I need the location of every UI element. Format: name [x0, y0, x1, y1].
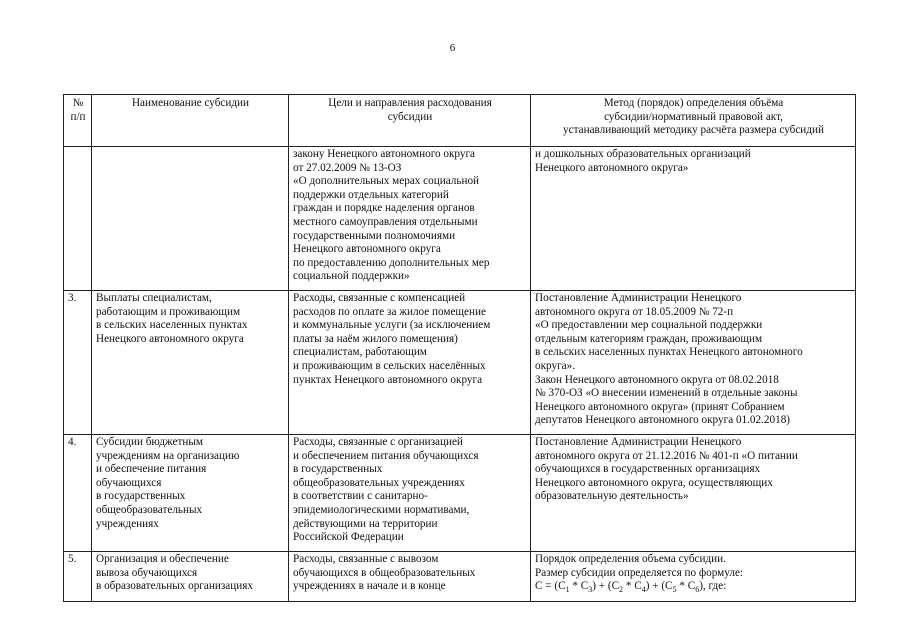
row-num: [64, 147, 92, 291]
header-subsidy-name: Наименование субсидии: [92, 95, 289, 147]
row-subsidy-name: Организация и обеспечение вывоза обучающихся в образовательных организациях: [92, 552, 289, 602]
page-number: 6: [449, 42, 456, 54]
table-row: [64, 435, 856, 552]
row-subsidy-name: Субсидии бюджетным учреждениям на организацию и обеспечение питания обучающихся в государственных общеобразовательных учреждениях: [92, 435, 289, 552]
row-method: и дошкольных образовательных организаций Ненецкого автономного округа»: [531, 147, 856, 291]
row-num: 3.: [64, 291, 92, 435]
row-goals: Расходы, связанные с компенсацией расходов по оплате за жилое помещение и коммунальные услуги (за исключением платы за наём жилого помещения) специалистам, работающим и проживающим в сельских населённых пунктах Ненецкого автономного округа: [289, 291, 531, 435]
subsidy-table: [63, 94, 856, 602]
row-goals: Расходы, связанные с организацией и обеспечением питания обучающихся в государственных общеобразовательных учреждениях в соответствии с санитарно- эпидемиологическими нормативами, действующими на территории Российской Федерации: [289, 435, 531, 552]
row-subsidy-name: [92, 147, 289, 291]
row-goals: закону Ненецкого автономного округа от 27.02.2009 № 13-ОЗ «О дополнительных мерах социальной поддержки отдельных категорий граждан и порядке наделения органов местного самоуправления отдельными государственными полномочиями Ненецкого автономного округа по предоставлению дополнительных мер социальной поддержки»: [289, 147, 531, 291]
row-method: [531, 552, 856, 602]
subsidy-formula: $С = (С_1 * С_3) + (С_2 * С_4) + (С_5 * С_6)$, где:: [535, 580, 727, 595]
header-goals: Цели и направления расходования субсидии: [289, 95, 531, 147]
table-row: [64, 291, 856, 435]
method-text: Порядок определения объема субсидии. Размер субсидии определяется по формуле:: [535, 553, 744, 579]
table-row: [64, 147, 856, 291]
header-method: Метод (порядок) определения объёма субсидии/нормативный правовой акт, устанавливающий методику расчёта размера субсидий: [531, 95, 856, 147]
row-method: Постановление Администрации Ненецкого автономного округа от 18.05.2009 № 72-п «О предоставлении мер социальной поддержки отдельным категориям граждан, проживающим в сельских населенных пунктах Ненецкого автономного округа». Закон Ненецкого автономного округа от 08.02.2018 № 370-ОЗ «О внесении изменений в отдельные законы Ненецкого автономного округа» (принят Собранием депутатов Ненецкого автономного округа 01.02.2018): [531, 291, 856, 435]
row-goals: Расходы, связанные с вывозом обучающихся в общеобразовательных учреждениях в начале и в конце: [289, 552, 531, 602]
table-header-row: [64, 95, 856, 147]
row-subsidy-name: Выплаты специалистам, работающим и проживающим в сельских населенных пунктах Ненецкого автономного округа: [92, 291, 289, 435]
table-row: [64, 552, 856, 602]
row-method: Постановление Администрации Ненецкого автономного округа от 21.12.2016 № 401-п «О питании обучающихся в государственных организациях Ненецкого автономного округа, осуществляющих образовательную деятельность»: [531, 435, 856, 552]
row-num: 5.: [64, 552, 92, 602]
header-num: № п/п: [64, 95, 92, 147]
row-num: 4.: [64, 435, 92, 552]
